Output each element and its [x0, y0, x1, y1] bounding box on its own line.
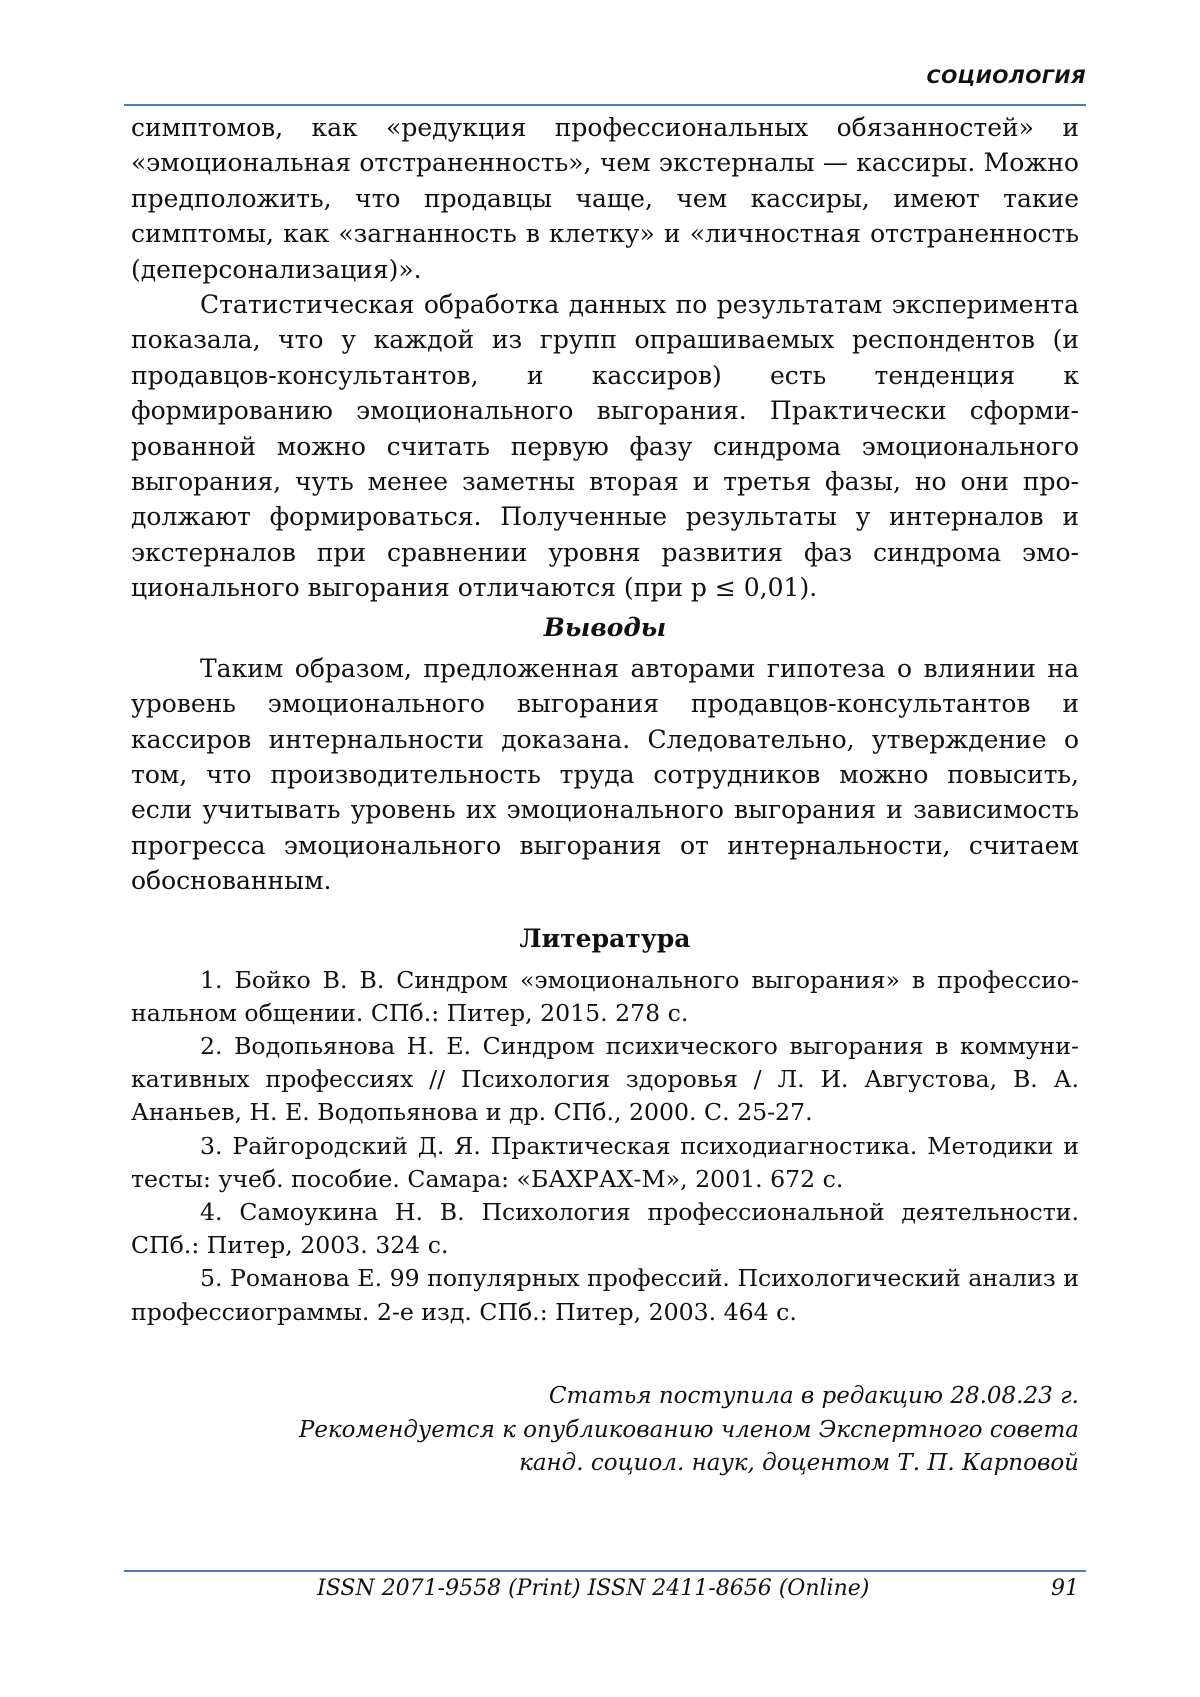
recommendation: Рекомендуется к опубликованию членом Экспертного совета — [299, 1414, 1079, 1448]
body-paragraph: Статистическая обработка данных по результатам экспери­мента показала, что у каждой из групп опрашиваемых респонден­тов (и продавцов-консультантов, и кассиров) есть тенденция к формированию эмоционального выгорания. Практически сформи­рованной можно считать первую фазу синдрома эмоционального выгорания, чуть менее заметны вторая и третья фазы, но они про­должают формироваться. Полученные результаты у интерналов и экстерналов при сравнении уровня развития фаз синдрома эмо­ционального выгорания отличаются (при p ≤ 0,01). — [131, 287, 1079, 606]
reference-item: 3. Райгородский Д. Я. Практическая психодиагностика. Методики и тесты: учеб. пособие. Самара: «БАХРАХ-М», 2001. 672 с. — [131, 1130, 1079, 1196]
references-heading: Литература — [131, 921, 1079, 956]
editorial-note — [299, 1380, 1079, 1481]
issn: ISSN 2071-9558 (Print) ISSN 2411-8656 (Online) — [317, 1576, 869, 1601]
page-number: 91 — [1051, 1576, 1079, 1601]
running-header: СОЦИОЛОГИЯ — [927, 66, 1086, 88]
article-body — [131, 110, 1079, 1329]
reference-item: 5. Романова Е. 99 популярных профессий. Психологический анализ и профессиограммы. 2-е изд. СПб.: Питер, 2003. 464 с. — [131, 1262, 1079, 1328]
reference-item: 2. Водопьянова Н. Е. Синдром психического выгорания в коммуни­кативных профессиях // Психология здоровья / Л. И. Августова, В. А. Ананьев, Н. Е. Водопьянова и др. СПб., 2000. С. 25-27. — [131, 1030, 1079, 1130]
received-date: Статья поступила в редакцию 28.08.23 г. — [299, 1380, 1079, 1414]
header-rule — [124, 104, 1086, 106]
body-paragraph: симптомов, как «редукция профессиональных обязанностей» и «эмоциональная отстраненность», чем экстерналы — кассиры. Можно предположить, что продавцы чаще, чем кассиры, имеют та­кие симптомы, как «загнанность в клетку» и «личностная отстра­ненность (деперсонализация)». — [131, 110, 1079, 287]
footer-rule — [124, 1570, 1086, 1572]
reference-item: 4. Самоукина Н. В. Психология профессиональной деятельности. СПб.: Питер, 2003. 324 с. — [131, 1196, 1079, 1262]
reviewer: канд. социол. наук, доцентом Т. П. Карповой — [299, 1447, 1079, 1481]
conclusions-heading: Выводы — [131, 610, 1079, 645]
reference-item: 1. Бойко В. В. Синдром «эмоционального выгорания» в профессио­нальном общении. СПб.: Питер, 2015. 278 с. — [131, 964, 1079, 1030]
references-list — [131, 964, 1079, 1329]
conclusions-paragraph: Таким образом, предложенная авторами гипотеза о влиянии на уровень эмоционального выгорания продавцов-консультантов и кассиров интернальности доказана. Следовательно, утверждение о том, что производительность труда сотрудников можно повысить, если учитывать уровень их эмоционального выгорания и зависи­мость прогресса эмоционального выгорания от интернальности, считаем обоснованным. — [131, 651, 1079, 899]
